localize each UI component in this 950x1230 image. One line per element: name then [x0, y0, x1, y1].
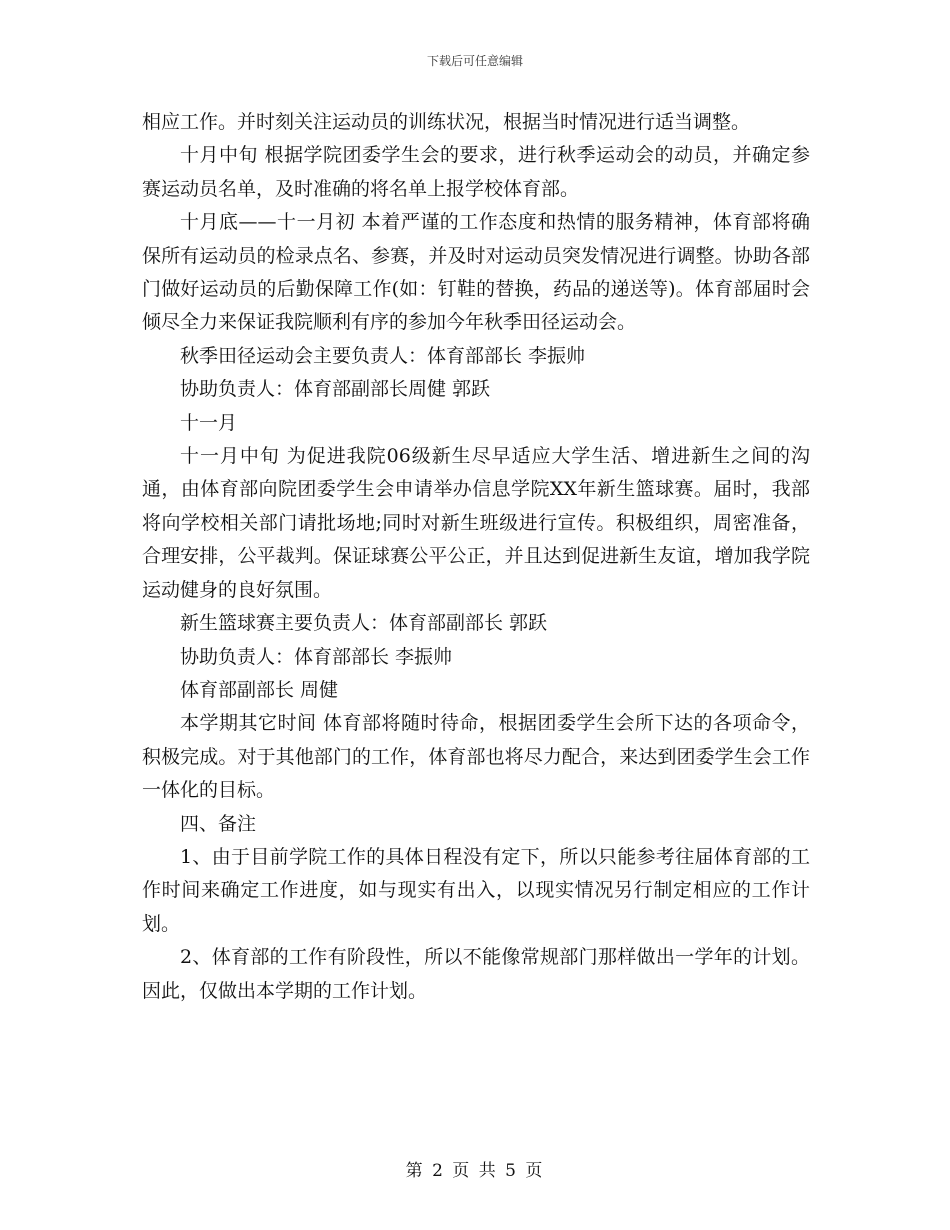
paragraph-mid-november: 十一月中旬 为促进我院06级新生尽早适应大学生活、增进新生之间的沟通，由体育部向院团委学生会申请举办信息学院XX年新生篮球赛。届时，我部将向学校相关部门请批场地;同时对新生班级进行宣传。积极组织，周密准备，合理安排，公平裁判。保证球赛公平公正，并且达到促进新生友谊，增加我学院运动健身的良好氛围。	[142, 445, 810, 601]
paragraph-other-time: 本学期其它时间 体育部将随时待命，根据团委学生会所下达的各项命令，积极完成。对于其他部门的工作，体育部也将尽力配合，来达到团委学生会工作一体化的目标。	[142, 712, 810, 802]
paragraph-continuation: 相应工作。并时刻关注运动员的训练状况，根据当时情况进行适当调整。	[142, 111, 751, 133]
paragraph-basketball-assistant-2: 体育部副部长 周健	[180, 678, 339, 701]
paragraph-late-october: 十月底——十一月初 本着严谨的工作态度和热情的服务精神，体育部将确保所有运动员的检录点名、参赛，并及时对运动员突发情况进行调整。协助各部门做好运动员的后勤保障工作(如：钉鞋的替换，药品的递送等)。体育部届时会倾尽全力来保证我院顺利有序的参加今年秋季田径运动会。	[142, 211, 810, 334]
paragraph-mid-october: 十月中旬 根据学院团委学生会的要求，进行秋季运动会的动员，并确定参赛运动员名单，及时准确的将名单上报学校体育部。	[142, 144, 810, 200]
paragraph-note-1: 1、由于目前学院工作的具体日程没有定下，所以只能参考往届体育部的工作时间来确定工作进度，如与现实有出入，以现实情况另行制定相应的工作计划。	[142, 845, 810, 935]
document-body	[142, 106, 810, 1008]
paragraph-note-2: 2、体育部的工作有阶段性，所以不能像常规部门那样做出一学年的计划。因此，仅做出本学期的工作计划。	[142, 946, 810, 1002]
paragraph-sports-meet-assistants: 协助负责人：体育部副部长周健 郭跃	[180, 378, 491, 401]
paragraph-basketball-assistant: 协助负责人：体育部部长 李振帅	[180, 645, 453, 668]
page-header: 下载后可任意编辑	[426, 54, 523, 68]
paragraph-sports-meet-lead: 秋季田径运动会主要负责人：体育部部长 李振帅	[180, 344, 586, 367]
paragraph-basketball-lead: 新生篮球赛主要负责人：体育部副部长 郭跃	[180, 612, 548, 635]
paragraph-november-heading: 十一月	[180, 411, 238, 434]
section-heading-notes: 四、备注	[180, 812, 257, 835]
page-number-footer: 第 2 页 共 5 页	[405, 1161, 545, 1181]
